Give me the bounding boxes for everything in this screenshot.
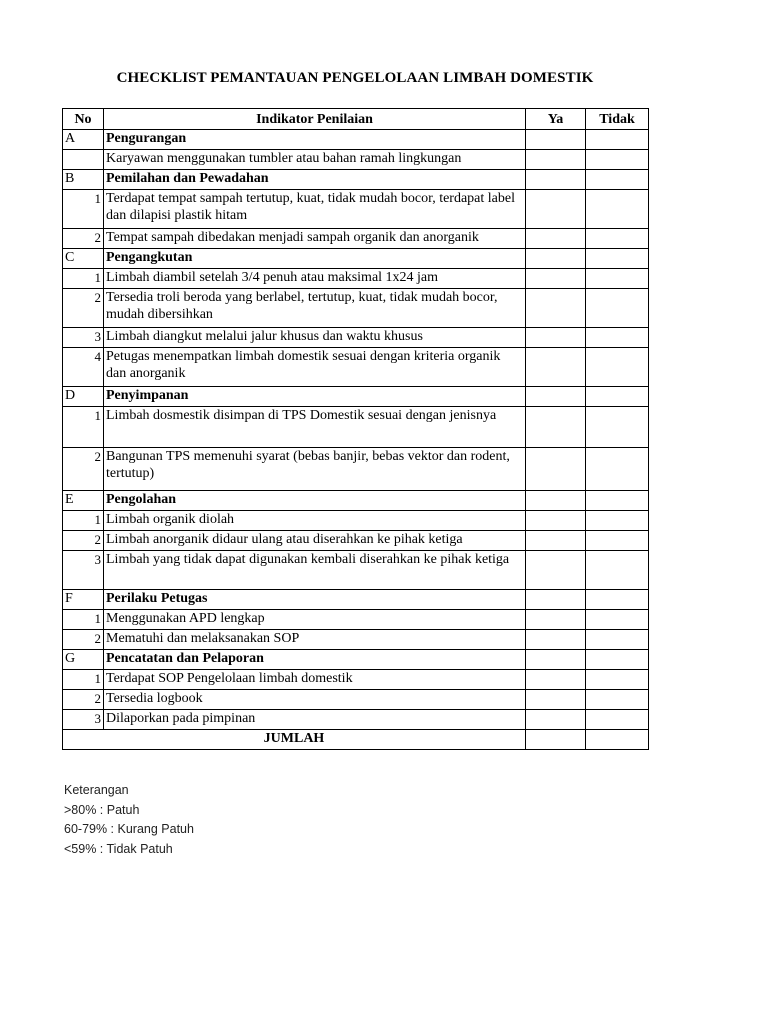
table-row — [63, 348, 649, 387]
item-text: Karyawan menggunakan tumbler atau bahan ramah lingkungan — [104, 150, 526, 170]
tidak-cell[interactable] — [586, 448, 649, 491]
section-code: B — [63, 170, 104, 190]
section-name: Pengolahan — [104, 491, 526, 511]
item-number — [63, 150, 104, 170]
section-code: E — [63, 491, 104, 511]
ya-cell[interactable] — [526, 387, 586, 407]
tidak-cell[interactable] — [586, 531, 649, 551]
ya-cell[interactable] — [526, 170, 586, 190]
item-text: Petugas menempatkan limbah domestik sesuai dengan kriteria organik dan anorganik — [104, 348, 526, 387]
item-text: Tersedia logbook — [104, 690, 526, 710]
header-tidak: Tidak — [586, 109, 649, 130]
section-code: D — [63, 387, 104, 407]
ya-cell[interactable] — [526, 610, 586, 630]
tidak-cell[interactable] — [586, 150, 649, 170]
ya-cell[interactable] — [526, 190, 586, 229]
section-code: F — [63, 590, 104, 610]
tidak-cell[interactable] — [586, 328, 649, 348]
section-code: A — [63, 130, 104, 150]
table-row — [63, 531, 649, 551]
notes-line: >80% : Patuh — [64, 802, 140, 817]
table-row — [63, 690, 649, 710]
item-text: Tempat sampah dibedakan menjadi sampah organik dan anorganik — [104, 229, 526, 249]
section-row — [63, 249, 649, 269]
tidak-cell[interactable] — [586, 130, 649, 150]
item-text: Mematuhi dan melaksanakan SOP — [104, 630, 526, 650]
header-no: No — [63, 109, 104, 130]
item-number: 2 — [63, 229, 104, 249]
item-text: Limbah diambil setelah 3/4 penuh atau maksimal 1x24 jam — [104, 269, 526, 289]
table-row — [63, 448, 649, 491]
notes-title: Keterangan — [64, 783, 129, 797]
tidak-cell[interactable] — [586, 249, 649, 269]
item-number: 2 — [63, 690, 104, 710]
item-text: Bangunan TPS memenuhi syarat (bebas banjir, bebas vektor dan rodent, tertutup) — [104, 448, 526, 491]
item-text: Limbah yang tidak dapat digunakan kembali diserahkan ke pihak ketiga — [104, 551, 526, 590]
tidak-cell[interactable] — [586, 407, 649, 448]
ya-cell[interactable] — [526, 289, 586, 328]
tidak-cell[interactable] — [586, 511, 649, 531]
tidak-cell[interactable] — [586, 690, 649, 710]
item-text: Limbah diangkut melalui jalur khusus dan waktu khusus — [104, 328, 526, 348]
ya-total-cell[interactable] — [526, 730, 586, 750]
item-number: 1 — [63, 511, 104, 531]
ya-cell[interactable] — [526, 348, 586, 387]
tidak-cell[interactable] — [586, 551, 649, 590]
ya-cell[interactable] — [526, 130, 586, 150]
section-name: Pengangkutan — [104, 249, 526, 269]
item-number: 1 — [63, 407, 104, 448]
item-number: 2 — [63, 630, 104, 650]
item-number: 3 — [63, 710, 104, 730]
ya-cell[interactable] — [526, 551, 586, 590]
tidak-cell[interactable] — [586, 590, 649, 610]
item-text: Terdapat tempat sampah tertutup, kuat, tidak mudah bocor, terdapat label dan dilapisi plastik hitam — [104, 190, 526, 229]
document-title: CHECKLIST PEMANTAUAN PENGELOLAAN LIMBAH DOMESTIK — [116, 70, 594, 86]
tidak-cell[interactable] — [586, 710, 649, 730]
legend-notes — [64, 781, 194, 859]
section-code: C — [63, 249, 104, 269]
ya-cell[interactable] — [526, 229, 586, 249]
section-row — [63, 170, 649, 190]
ya-cell[interactable] — [526, 448, 586, 491]
ya-cell[interactable] — [526, 710, 586, 730]
section-name: Pencatatan dan Pelaporan — [104, 650, 526, 670]
table-row — [63, 407, 649, 448]
table-row — [63, 269, 649, 289]
total-label: JUMLAH — [63, 730, 526, 750]
section-row — [63, 387, 649, 407]
notes-line: <59% : Tidak Patuh — [64, 841, 173, 856]
table-row — [63, 610, 649, 630]
item-text: Limbah dosmestik disimpan di TPS Domestik sesuai dengan jenisnya — [104, 407, 526, 448]
table-row — [63, 190, 649, 229]
item-number: 3 — [63, 551, 104, 590]
table-row — [63, 630, 649, 650]
table-row — [63, 229, 649, 249]
ya-cell[interactable] — [526, 511, 586, 531]
section-name: Pengurangan — [104, 130, 526, 150]
item-number: 1 — [63, 610, 104, 630]
item-number: 1 — [63, 269, 104, 289]
table-row — [63, 551, 649, 590]
ya-cell[interactable] — [526, 590, 586, 610]
item-text: Tersedia troli beroda yang berlabel, tertutup, kuat, tidak mudah bocor, mudah dibersihkan — [104, 289, 526, 328]
item-number: 4 — [63, 348, 104, 387]
section-name: Perilaku Petugas — [104, 590, 526, 610]
ya-cell[interactable] — [526, 630, 586, 650]
ya-cell[interactable] — [526, 328, 586, 348]
tidak-cell[interactable] — [586, 670, 649, 690]
section-row — [63, 650, 649, 670]
item-number: 1 — [63, 670, 104, 690]
table-row — [63, 328, 649, 348]
header-ya: Ya — [526, 109, 586, 130]
table-row — [63, 710, 649, 730]
ya-cell[interactable] — [526, 670, 586, 690]
ya-cell[interactable] — [526, 150, 586, 170]
section-name: Penyimpanan — [104, 387, 526, 407]
tidak-cell[interactable] — [586, 348, 649, 387]
ya-cell[interactable] — [526, 491, 586, 511]
item-number: 2 — [63, 448, 104, 491]
item-number: 1 — [63, 190, 104, 229]
notes-line: 60-79% : Kurang Patuh — [64, 822, 194, 836]
item-text: Limbah organik diolah — [104, 511, 526, 531]
item-text: Dilaporkan pada pimpinan — [104, 710, 526, 730]
section-name: Pemilahan dan Pewadahan — [104, 170, 526, 190]
ya-cell[interactable] — [526, 269, 586, 289]
tidak-cell[interactable] — [586, 190, 649, 229]
tidak-cell[interactable] — [586, 610, 649, 630]
item-number: 2 — [63, 531, 104, 551]
ya-cell[interactable] — [526, 249, 586, 269]
header-indikator: Indikator Penilaian — [104, 109, 526, 130]
table-row — [63, 289, 649, 328]
section-row — [63, 590, 649, 610]
tidak-cell[interactable] — [586, 229, 649, 249]
tidak-cell[interactable] — [586, 387, 649, 407]
tidak-total-cell[interactable] — [586, 730, 649, 750]
ya-cell[interactable] — [526, 690, 586, 710]
item-text: Terdapat SOP Pengelolaan limbah domestik — [104, 670, 526, 690]
total-row — [63, 730, 649, 750]
ya-cell[interactable] — [526, 531, 586, 551]
table-row — [63, 511, 649, 531]
tidak-cell[interactable] — [586, 269, 649, 289]
table-row — [63, 150, 649, 170]
section-code: G — [63, 650, 104, 670]
ya-cell[interactable] — [526, 407, 586, 448]
ya-cell[interactable] — [526, 650, 586, 670]
item-text: Menggunakan APD lengkap — [104, 610, 526, 630]
item-number: 3 — [63, 328, 104, 348]
tidak-cell[interactable] — [586, 491, 649, 511]
item-number: 2 — [63, 289, 104, 328]
table-row — [63, 670, 649, 690]
tidak-cell[interactable] — [586, 289, 649, 328]
tidak-cell[interactable] — [586, 630, 649, 650]
item-text: Limbah anorganik didaur ulang atau diserahkan ke pihak ketiga — [104, 531, 526, 551]
tidak-cell[interactable] — [586, 170, 649, 190]
tidak-cell[interactable] — [586, 650, 649, 670]
table-header-row — [63, 109, 649, 130]
section-row — [63, 491, 649, 511]
checklist-table — [62, 108, 649, 750]
section-row — [63, 130, 649, 150]
